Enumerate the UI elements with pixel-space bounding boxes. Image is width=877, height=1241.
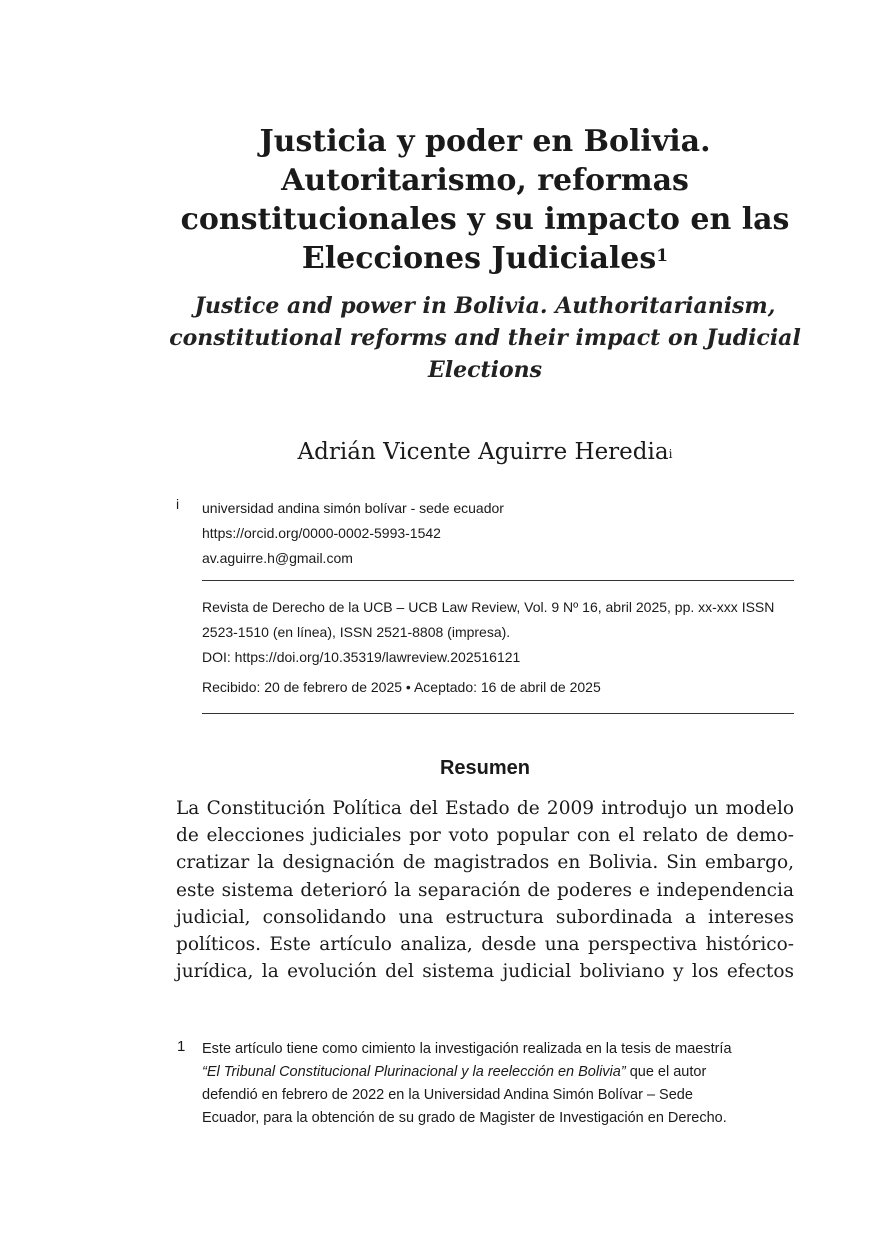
journal-info — [202, 595, 794, 670]
author-affiliation-mark: i — [668, 447, 673, 461]
abstract-line: jurídica, la evolución del sistema judicial boliviano y los efectos — [176, 961, 794, 983]
footnote-line: defendió en febrero de 2022 en la Universidad Andina Simón Bolívar – Sede — [202, 1087, 693, 1103]
title-line: constitucionales y su impacto en las — [180, 202, 790, 237]
author-name-text: Adrián Vicente Aguirre Heredia — [297, 439, 669, 465]
abstract-line: de elecciones judiciales por voto popular con el relato de demo- — [176, 825, 794, 847]
footnote-line-rest: que el autor — [625, 1064, 707, 1080]
affiliation-block — [202, 496, 802, 571]
title-line: Autoritarismo, reformas — [281, 163, 689, 198]
abstract-line: políticos. Este artículo analiza, desde una perspectiva histórico- — [176, 934, 794, 956]
subtitle-line: Elections — [427, 357, 543, 383]
journal-doi-link[interactable]: DOI: https://doi.org/10.35319/lawreview.202516121 — [202, 649, 521, 665]
footnote-line: Este artículo tiene como cimiento la investigación realizada en la tesis de maestría — [202, 1041, 732, 1057]
received-accepted-dates: Recibido: 20 de febrero de 2025 • Aceptado: 16 de abril de 2025 — [202, 679, 601, 695]
affiliation-marker: i — [176, 496, 180, 512]
divider-top — [202, 580, 794, 581]
abstract-heading: Resumen — [439, 757, 531, 779]
footnote-thesis-title: “El Tribunal Constitucional Plurinacional y la reelección en Bolivia” — [202, 1064, 626, 1080]
footnote-line: Ecuador, para la obtención de su grado de Magister de Investigación en Derecho. — [202, 1110, 727, 1126]
abstract-line: este sistema deterioró la separación de poderes e independencia — [176, 879, 794, 901]
footnote-text — [202, 1038, 802, 1130]
affiliation-email-link[interactable]: av.aguirre.h@gmail.com — [202, 550, 353, 566]
journal-citation-line: Revista de Derecho de la UCB – UCB Law Review, Vol. 9 Nº 16, abril 2025, pp. xx-xxx ISSN — [202, 599, 775, 615]
abstract-line: judicial, consolidando una estructura subordinada a intereses — [176, 906, 794, 928]
abstract-line: cratizar la designación de magistrados en Bolivia. Sin embargo, — [176, 852, 794, 874]
article-subtitle-english — [150, 290, 820, 386]
article-title — [150, 122, 820, 278]
abstract-body — [176, 795, 794, 985]
affiliation-institution: universidad andina simón bolívar - sede ecuador — [202, 500, 504, 516]
subtitle-line: constitutional reforms and their impact on Judicial — [169, 325, 801, 351]
footnote-line — [202, 1061, 802, 1084]
divider-bottom — [202, 713, 794, 714]
subtitle-line: Justice and power in Bolivia. Authoritarianism, — [194, 293, 776, 319]
journal-issn-line: 2523-1510 (en línea), ISSN 2521-8808 (impresa). — [202, 624, 511, 640]
title-line: Elecciones Judiciales — [301, 241, 657, 276]
abstract-line: La Constitución Política del Estado de 2009 introdujo un modelo — [176, 798, 794, 819]
affiliation-orcid-link[interactable]: https://orcid.org/0000-0002-5993-1542 — [202, 525, 441, 541]
title-line: Justicia y poder en Bolivia. — [259, 124, 711, 159]
title-footnote-mark[interactable]: 1 — [656, 246, 669, 266]
author-name — [150, 436, 820, 468]
footnote-number: 1 — [177, 1038, 186, 1055]
